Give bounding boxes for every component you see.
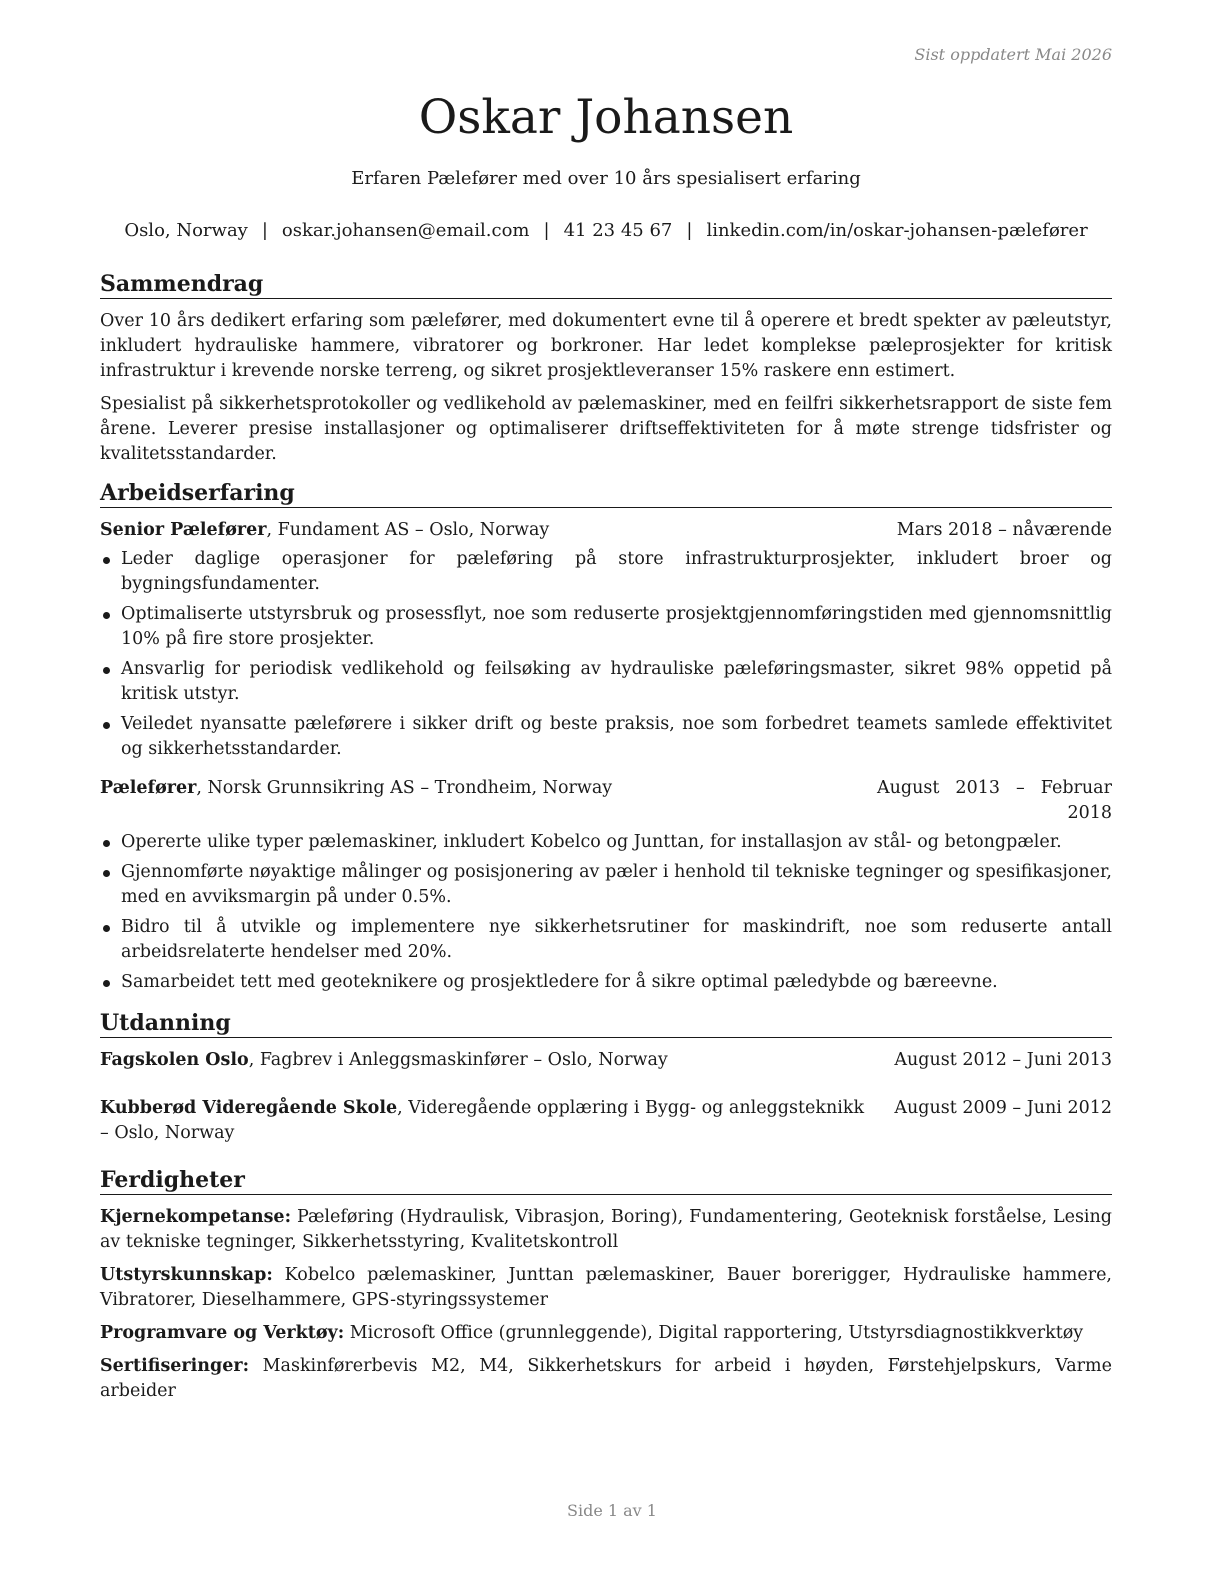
- job-header: [100, 776, 1112, 826]
- bullet-item: Leder daglige operasjoner for pæleføring på store infrastrukturprosjekter, inkludert broer og bygningsfundamenter.: [100, 547, 1112, 597]
- contact-separator: |: [543, 220, 550, 241]
- experience-section: [100, 479, 1112, 995]
- summary-section: [100, 270, 1112, 467]
- section-heading: Utdanning: [100, 1009, 1112, 1038]
- contact-location: Oslo, Norway: [124, 220, 248, 241]
- education-dates: August 2009 – Juni 2012: [894, 1098, 1112, 1118]
- section-heading: Sammendrag: [100, 270, 1112, 299]
- job-header: [100, 518, 1112, 543]
- skill-label: Utstyrskunnskap:: [100, 1265, 273, 1285]
- summary-paragraph: Spesialist på sikkerhetsprotokoller og vedlikehold av pælemaskiner, med en feilfri sikkerhetsrapport de siste fem årene. Leverer presise installasjoner og optimaliserer driftseffektiviteten for å møte strenge tidsfrister og kvalitetsstandarder.: [100, 394, 1112, 464]
- skill-line: [100, 1321, 1112, 1346]
- skill-label: Sertifiseringer:: [100, 1356, 250, 1376]
- education-school: Kubberød Videregående Skole: [100, 1098, 398, 1118]
- job-org: , Norsk Grunnsikring AS – Trondheim, Norway: [196, 778, 613, 798]
- bullet-item: Veiledet nyansatte pæleførere i sikker drift og beste praksis, noe som forbedret teamets samlede effektivitet og sikkerhetsstandarder.: [100, 712, 1112, 762]
- skill-text: Microsoft Office (grunnleggende), Digital rapportering, Utstyrsdiagnostikkverktøy: [344, 1323, 1084, 1343]
- tagline: Erfaren Pælefører med over 10 års spesialisert erfaring: [351, 168, 861, 189]
- bullet-item: Opererte ulike typer pælemaskiner, inkludert Kobelco og Junttan, for installasjon av stål- og betongpæler.: [100, 830, 1112, 855]
- skill-label: Programvare og Verktøy:: [100, 1323, 345, 1343]
- bullet-item: Ansvarlig for periodisk vedlikehold og feilsøking av hydrauliske pæleføringsmaster, sikret 98% oppetid på kritisk utstyr.: [100, 657, 1112, 707]
- candidate-name: Oskar Johansen: [418, 90, 794, 145]
- job-bullets: [100, 830, 1112, 995]
- section-heading: Ferdigheter: [100, 1166, 1112, 1195]
- bullet-item: Gjennomførte nøyaktige målinger og posisjonering av pæler i henhold til tekniske tegninger og spesifikasjoner, med en avviksmargin på under 0.5%.: [100, 860, 1112, 910]
- contact-separator: |: [686, 220, 693, 241]
- education-section: [100, 1009, 1112, 1146]
- education-entry: [100, 1048, 1112, 1073]
- skill-text: Pæleføring (Hydraulisk, Vibrasjon, Boring), Fundamentering, Geoteknisk forståelse, Lesing av tekniske tegninger, Sikkerhetsstyring, Kvalitetskontroll: [100, 1207, 1112, 1252]
- skills-section: [100, 1166, 1112, 1404]
- job-entry: [100, 776, 1112, 995]
- education-entry: [100, 1096, 1112, 1146]
- job-role: Senior Pælefører: [100, 520, 267, 540]
- education-detail: , Fagbrev i Anleggsmaskinfører – Oslo, Norway: [248, 1050, 668, 1070]
- contact-email[interactable]: oskar.johansen@email.com: [281, 220, 530, 241]
- bullet-item: Optimaliserte utstyrsbruk og prosessflyt, noe som reduserte prosjektgjennomføringstiden med gjennomsnittlig 10% på fire store prosjekter.: [100, 602, 1112, 652]
- job-entry: [100, 518, 1112, 762]
- page-number: Side 1 av 1: [567, 1501, 657, 1520]
- contact-separator: |: [261, 220, 268, 241]
- resume-content: [100, 270, 1112, 1416]
- job-dates: August 2013 – Februar 2018: [877, 778, 1112, 823]
- contact-line: [100, 220, 1112, 241]
- education-school: Fagskolen Oslo: [100, 1050, 249, 1070]
- skill-label: Kjernekompetanse:: [100, 1207, 292, 1227]
- contact-phone: 41 23 45 67: [563, 220, 673, 241]
- last-updated: Sist oppdatert Mai 2026: [914, 45, 1112, 64]
- section-heading: Arbeidserfaring: [100, 479, 1112, 508]
- contact-linkedin[interactable]: linkedin.com/in/oskar-johansen-pælefører: [706, 220, 1088, 241]
- summary-paragraph: Over 10 års dedikert erfaring som pælefører, med dokumentert evne til å operere et bredt spekter av pæleutstyr, inkludert hydrauliske hammere, vibratorer og borkroner. Har ledet komplekse pæleprosjekter for kritisk infrastruktur i krevende norske terreng, og sikret prosjektleveranser 15% raskere enn estimert.: [100, 311, 1112, 381]
- education-detail: , Videregående opplæring i Bygg- og anleggsteknikk – Oslo, Norway: [100, 1098, 865, 1143]
- skill-line: [100, 1263, 1112, 1313]
- bullet-item: Samarbeidet tett med geoteknikere og prosjektledere for å sikre optimal pæledybde og bæreevne.: [100, 970, 1112, 995]
- education-dates: August 2012 – Juni 2013: [894, 1050, 1112, 1070]
- job-role: Pælefører: [100, 778, 197, 798]
- bullet-item: Bidro til å utvikle og implementere nye sikkerhetsrutiner for maskindrift, noe som reduserte antall arbeidsrelaterte hendelser med 20%.: [100, 915, 1112, 965]
- job-org: , Fundament AS – Oslo, Norway: [266, 520, 550, 540]
- skill-line: [100, 1354, 1112, 1404]
- skill-line: [100, 1205, 1112, 1255]
- skill-text: Kobelco pælemaskiner, Junttan pælemaskiner, Bauer borerigger, Hydrauliske hammere, Vibratorer, Dieselhammere, GPS-styringssystemer: [100, 1265, 1112, 1310]
- job-bullets: [100, 547, 1112, 762]
- job-dates: Mars 2018 – nåværende: [896, 520, 1112, 540]
- skill-text: Maskinførerbevis M2, M4, Sikkerhetskurs for arbeid i høyden, Førstehjelpskurs, Varme arbeider: [100, 1356, 1112, 1401]
